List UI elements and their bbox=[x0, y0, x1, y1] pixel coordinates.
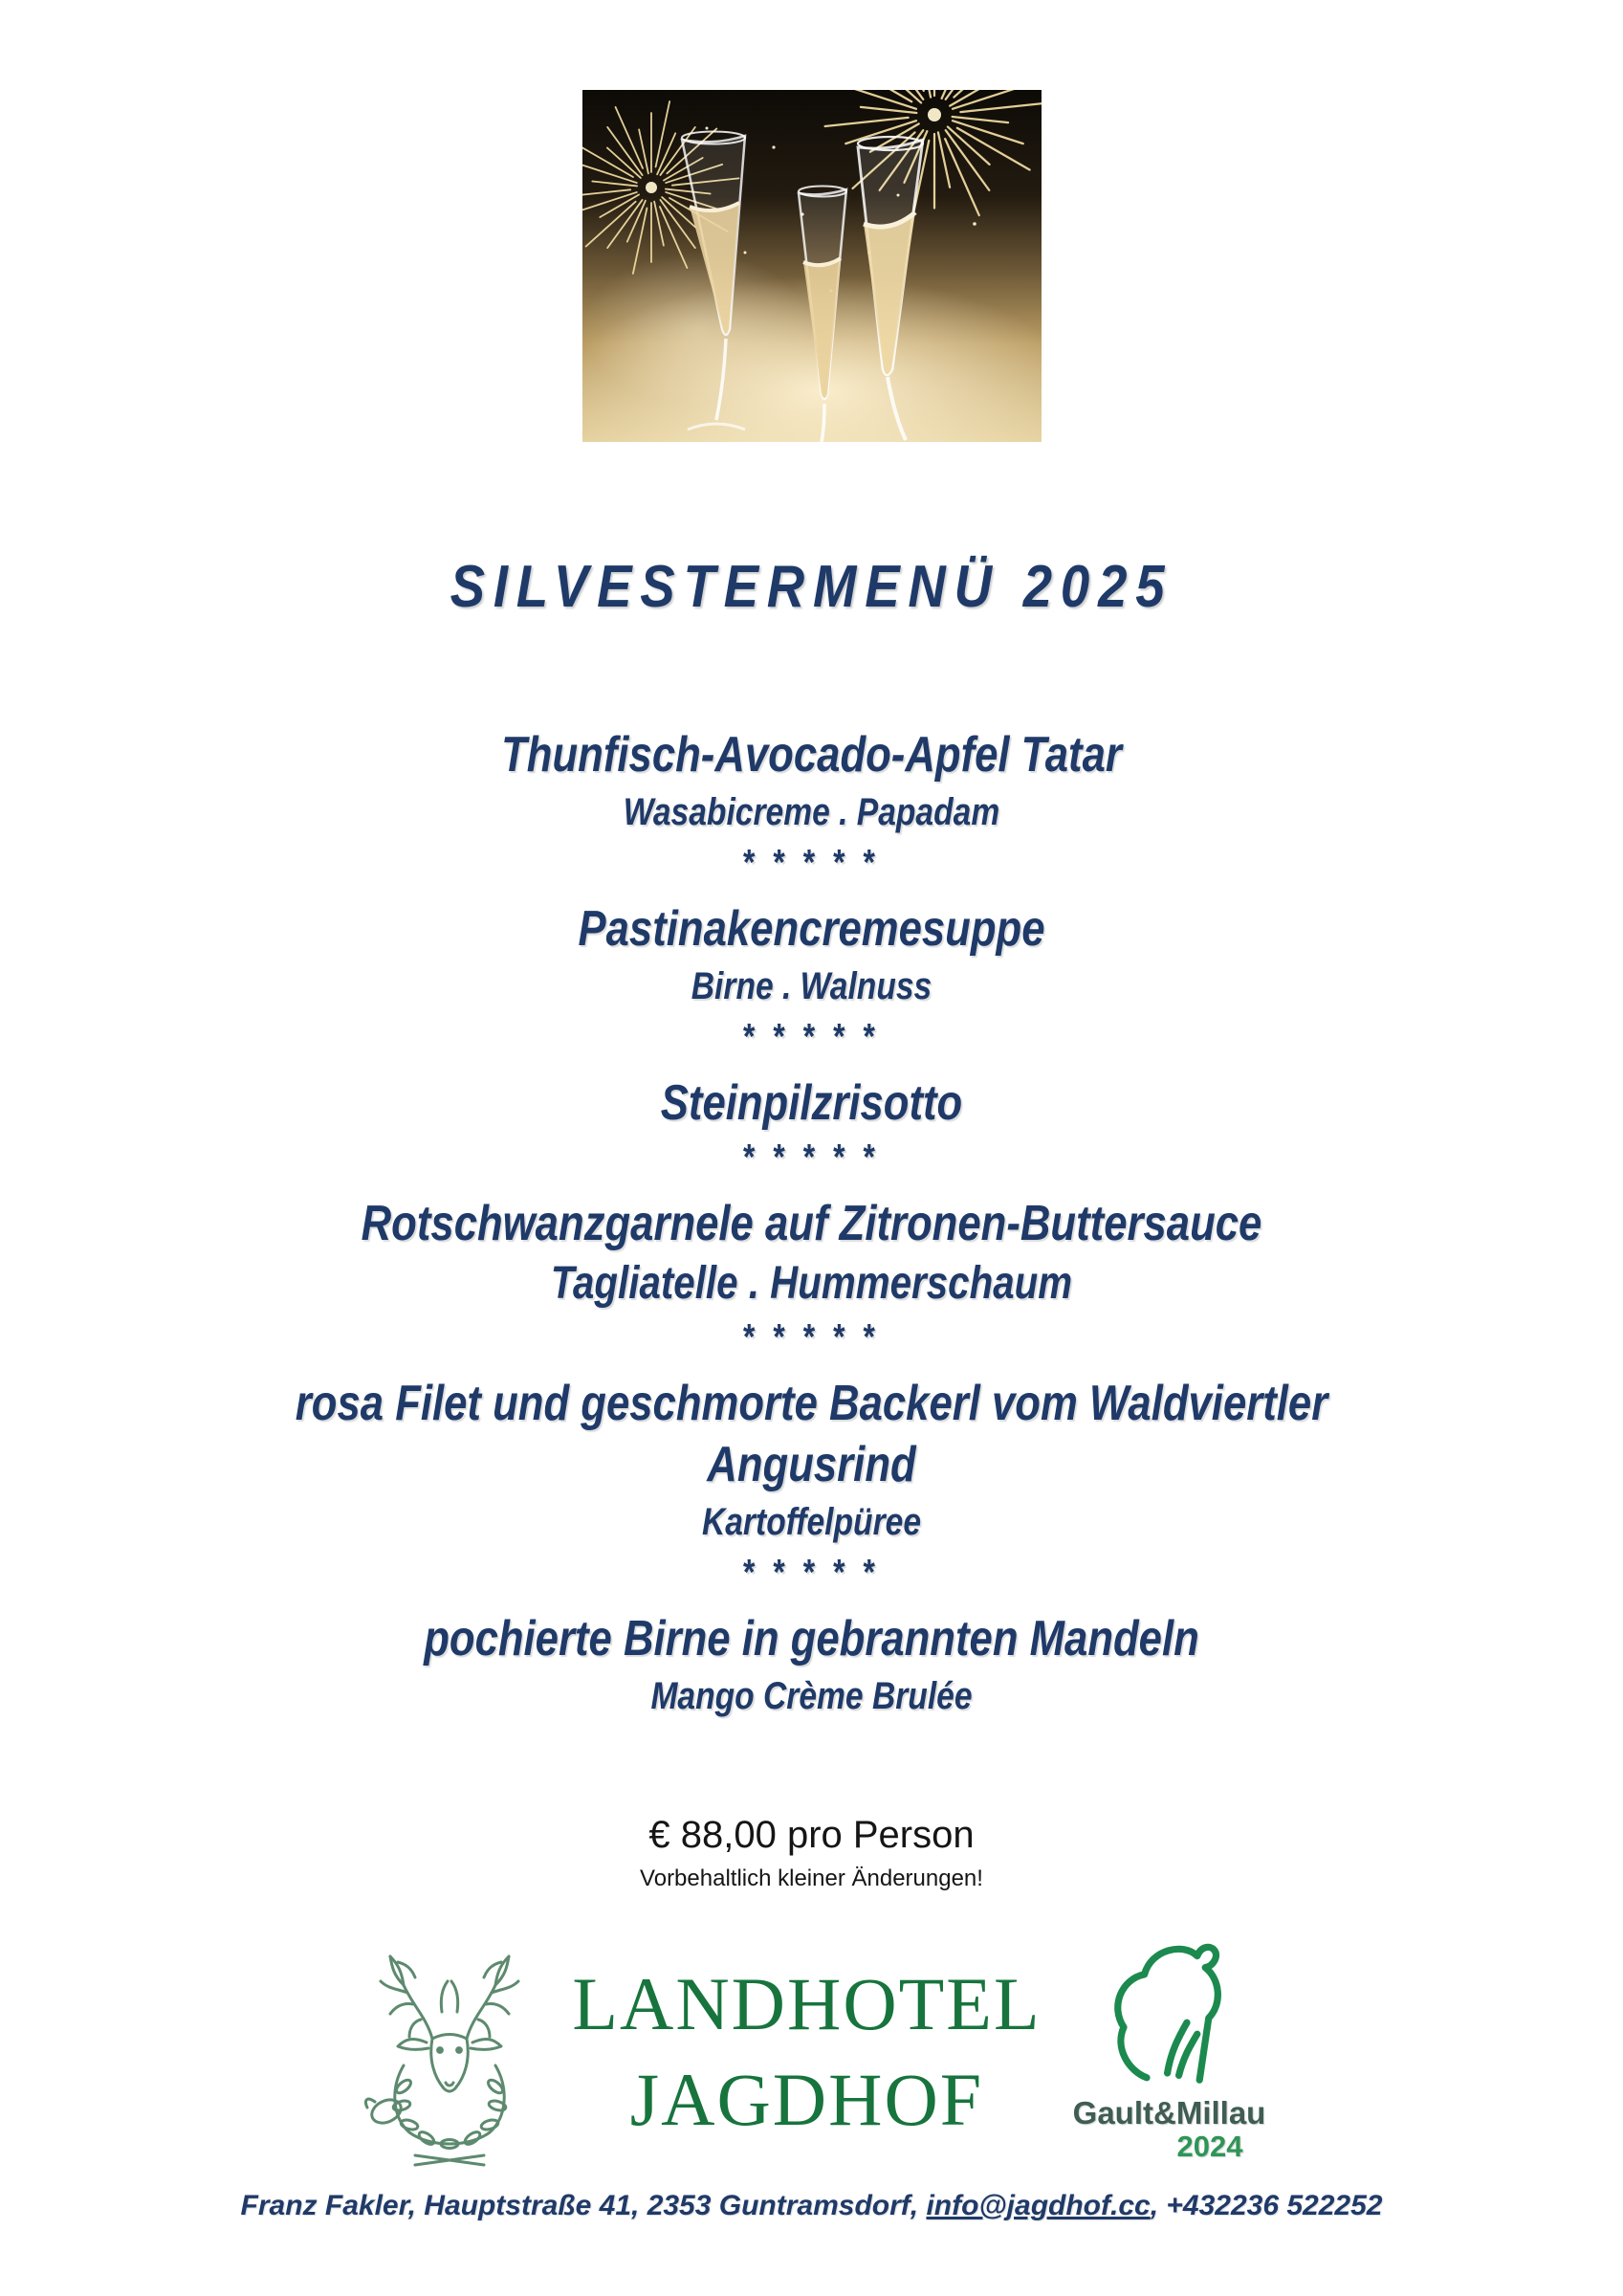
stag-head-icon bbox=[354, 1943, 545, 2173]
hotel-name-line2: JAGDHOF bbox=[629, 2058, 984, 2141]
hotel-name-line1: LANDHOTEL bbox=[572, 1962, 1042, 2045]
page-title: SILVESTERMENÜ 2025 bbox=[450, 554, 1173, 620]
course-item bbox=[0, 1373, 1623, 1597]
award-year: 2024 bbox=[1176, 2130, 1243, 2163]
course-side: Mango Crème Brulée bbox=[650, 1675, 973, 1717]
course-item bbox=[0, 724, 1623, 887]
hotel-wordmark bbox=[568, 1956, 1046, 2148]
course-side: Birne . Walnuss bbox=[691, 965, 932, 1007]
price-note: Vorbehaltlich kleiner Änderungen! bbox=[640, 1866, 983, 1891]
contact-text-pre: Franz Fakler, Hauptstraße 41, 2353 Guntramsdorf, bbox=[240, 2190, 927, 2221]
contact-text-post: , +432236 522252 bbox=[1150, 2190, 1383, 2221]
stag-logo bbox=[354, 1943, 545, 2173]
price: € 88,00 pro Person bbox=[648, 1814, 975, 1856]
course-name-line2: Angusrind bbox=[707, 1437, 916, 1492]
chef-hat-icon bbox=[1098, 1935, 1241, 2096]
email-link[interactable]: info@jagdhof.cc bbox=[926, 2190, 1151, 2221]
course-separator: * * * * * bbox=[743, 1317, 880, 1358]
course-side: Tagliatelle . Hummerschaum bbox=[550, 1258, 1073, 1309]
course-side: Wasabicreme . Papadam bbox=[623, 791, 1000, 833]
course-name: Pastinakencremesuppe bbox=[578, 901, 1045, 957]
course-separator: * * * * * bbox=[743, 1017, 880, 1057]
menu-courses bbox=[0, 724, 1623, 1723]
gault-millau-badge bbox=[1069, 1935, 1270, 2163]
award-name: Gault&Millau bbox=[1072, 2095, 1266, 2130]
course-separator: * * * * * bbox=[743, 843, 880, 883]
brand-row bbox=[0, 1935, 1623, 2173]
course-name: Rotschwanzgarnele auf Zitronen-Buttersauce bbox=[361, 1196, 1262, 1251]
course-name: rosa Filet und geschmorte Backerl vom Waldviertler bbox=[295, 1376, 1328, 1431]
course-separator: * * * * * bbox=[743, 1553, 880, 1593]
course-name: Steinpilzrisotto bbox=[660, 1075, 963, 1131]
course-separator: * * * * * bbox=[743, 1137, 880, 1178]
champagne-fireworks-illustration bbox=[582, 90, 1042, 442]
course-item bbox=[0, 1608, 1623, 1723]
course-name: Thunfisch-Avocado-Apfel Tatar bbox=[501, 727, 1122, 783]
course-name: pochierte Birne in gebrannten Mandeln bbox=[424, 1611, 1199, 1667]
course-item bbox=[0, 1193, 1623, 1361]
course-item bbox=[0, 898, 1623, 1061]
course-side: Kartoffelpüree bbox=[701, 1501, 922, 1543]
course-item bbox=[0, 1072, 1623, 1181]
champagne-fireworks-photo bbox=[582, 90, 1042, 442]
contact-footer bbox=[0, 2188, 1623, 2224]
